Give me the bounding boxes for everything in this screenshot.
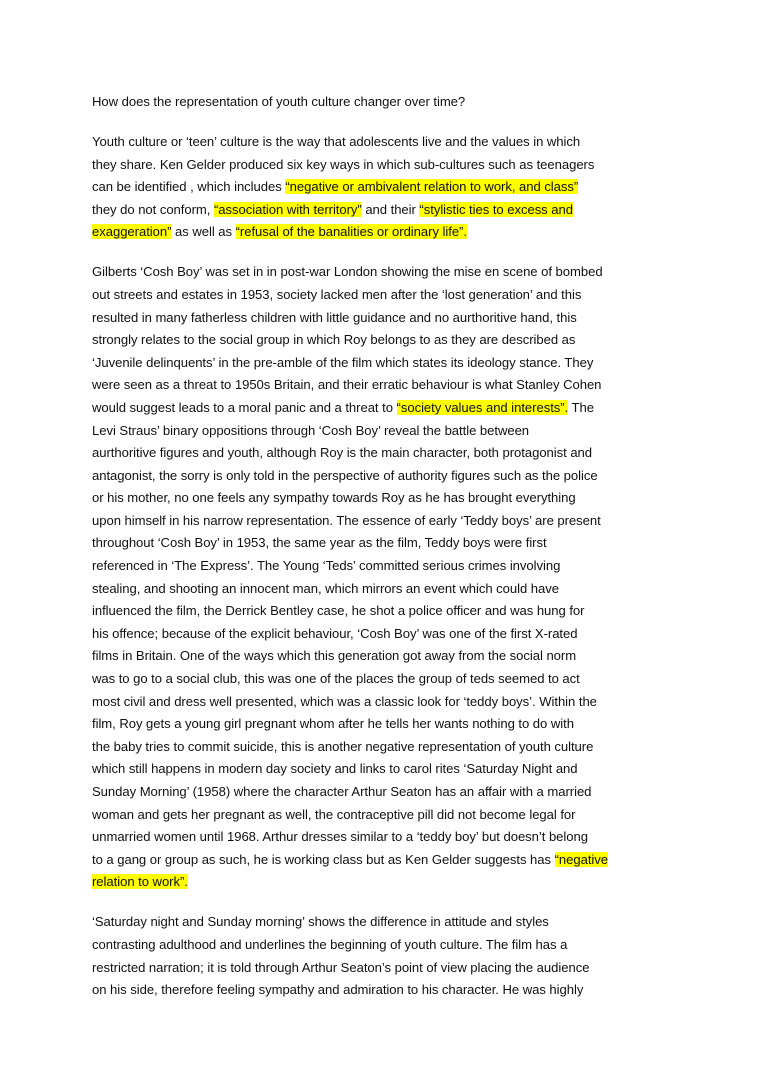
highlighted-quote: “society values and interests”. — [396, 399, 569, 415]
text-line — [92, 154, 692, 177]
text-line — [92, 176, 692, 199]
highlighted-quote: “negative — [554, 851, 609, 867]
text-line — [92, 91, 692, 114]
text-line — [92, 600, 692, 623]
text-segment: was to go to a social club, this was one of the places the group of teds seemed to act — [92, 671, 580, 687]
text-line — [92, 420, 692, 443]
text-segment: on his side, therefore feeling sympathy and admiration to his character. He was highly — [92, 982, 584, 998]
text-line — [92, 555, 692, 578]
text-segment: would suggest leads to a moral panic and a threat to — [92, 399, 397, 415]
text-line — [92, 352, 692, 375]
highlighted-quote: exaggeration” — [92, 224, 172, 240]
text-line — [92, 713, 692, 736]
text-segment: as well as — [171, 224, 236, 240]
text-segment: they do not conform, — [92, 201, 214, 217]
text-segment: restricted narration; it is told through Arthur Seaton’s point of view placing the audience — [92, 959, 590, 975]
text-segment: unmarried women until 1968. Arthur dresses similar to a ‘teddy boy’ but doesn’t belong — [92, 829, 588, 845]
text-line — [92, 826, 692, 849]
text-line — [92, 849, 692, 872]
text-segment: The — [568, 399, 594, 415]
text-line — [92, 131, 692, 154]
text-line — [92, 465, 692, 488]
text-line — [92, 691, 692, 714]
text-line — [92, 758, 692, 781]
text-line — [92, 397, 692, 420]
text-line — [92, 736, 692, 759]
text-line — [92, 329, 692, 352]
text-line — [92, 781, 692, 804]
text-segment: Sunday Morning’ (1958) where the character Arthur Seaton has an affair with a married — [92, 784, 592, 799]
text-line — [92, 623, 692, 646]
text-line — [92, 578, 692, 601]
paragraph — [92, 911, 692, 1001]
text-line — [92, 487, 692, 510]
document-page — [92, 91, 692, 1019]
text-segment: Youth culture or ‘teen’ culture is the way that adolescents live and the values in which — [92, 133, 581, 149]
paragraph — [92, 261, 692, 894]
text-segment: they share. Ken Gelder produced six key ways in which sub-cultures such as teenagers — [92, 156, 595, 172]
text-segment: films in Britain. One of the ways which this generation got away from the social norm — [92, 648, 577, 664]
text-segment: throughout ‘Cosh Boy’ in 1953, the same year as the film, Teddy boys were first — [92, 535, 547, 551]
paragraph — [92, 131, 692, 244]
text-segment: Gilberts ‘Cosh Boy’ was set in in post-war London showing the mise en scene of bombed — [92, 264, 603, 280]
text-segment: ‘Juvenile delinquents’ in the pre-amble of the film which states its ideology stance. They — [92, 354, 594, 370]
text-line — [92, 532, 692, 555]
text-segment: can be identified , which includes — [92, 179, 286, 195]
text-line — [92, 804, 692, 827]
highlighted-quote: “negative or ambivalent relation to work, and class” — [285, 179, 579, 195]
text-line — [92, 307, 692, 330]
text-line — [92, 261, 692, 284]
text-segment: or his mother, no one feels any sympathy towards Roy as he has brought everything — [92, 490, 576, 506]
text-line — [92, 957, 692, 980]
text-segment: upon himself in his narrow representation. The essence of early ‘Teddy boys’ are present — [92, 512, 601, 528]
text-segment: strongly relates to the social group in which Roy belongs to as they are described as — [92, 332, 576, 348]
text-segment: out streets and estates in 1953, society lacked men after the ‘lost generation’ and this — [92, 286, 582, 302]
text-segment: which still happens in modern day society and links to carol rites ‘Saturday Night and — [92, 761, 578, 777]
text-line — [92, 979, 692, 1002]
text-segment: ‘Saturday night and Sunday morning’ shows the difference in attitude and styles — [92, 914, 549, 930]
highlighted-quote: “association with territory” — [213, 201, 362, 217]
text-segment: resulted in many fatherless children with little guidance and no aurthoritive hand, this — [92, 309, 577, 325]
text-line — [92, 510, 692, 533]
text-segment: and their — [361, 201, 420, 217]
text-line — [92, 668, 692, 691]
text-segment: the baby tries to commit suicide, this is another negative representation of youth culture — [92, 738, 594, 754]
highlighted-quote: relation to work”. — [92, 874, 188, 890]
text-segment: to a gang or group as such, he is working class but as Ken Gelder suggests has — [92, 851, 555, 867]
text-line — [92, 645, 692, 668]
text-line — [92, 871, 692, 894]
text-line — [92, 221, 692, 244]
text-line — [92, 199, 692, 222]
text-line — [92, 911, 692, 934]
text-segment: contrasting adulthood and underlines the beginning of youth culture. The film has a — [92, 936, 568, 952]
text-segment: his offence; because of the explicit behaviour, ‘Cosh Boy’ was one of the first X-rated — [92, 625, 578, 641]
highlighted-quote: “refusal of the banalities or ordinary life”. — [235, 224, 467, 240]
text-line — [92, 284, 692, 307]
text-segment: most civil and dress well presented, which was a classic look for ‘teddy boys’. Within the — [92, 693, 597, 709]
text-segment: influenced the film, the Derrick Bentley case, he shot a police officer and was hung for — [92, 603, 585, 619]
text-segment: referenced in ‘The Express’. The Young ‘Teds’ committed serious crimes involving — [92, 558, 561, 574]
text-line — [92, 934, 692, 957]
text-line — [92, 374, 692, 397]
text-segment: Levi Straus’ binary oppositions through ‘Cosh Boy’ reveal the battle between — [92, 422, 530, 438]
text-segment: How does the representation of youth culture changer over time? — [92, 94, 466, 109]
text-segment: stealing, and shooting an innocent man, which mirrors an event which could have — [92, 580, 559, 596]
text-segment: were seen as a threat to 1950s Britain, and their erratic behaviour is what Stanley Cohen — [92, 377, 602, 393]
document-title — [92, 91, 692, 114]
text-line — [92, 442, 692, 465]
text-segment: antagonist, the sorry is only told in the perspective of authority figures such as the police — [92, 467, 598, 483]
text-segment: aurthoritive figures and youth, although Roy is the main character, both protagonist and — [92, 445, 593, 461]
highlighted-quote: “stylistic ties to excess and — [419, 201, 573, 217]
text-segment: woman and gets her pregnant as well, the contraceptive pill did not become legal for — [92, 806, 576, 822]
text-segment: film, Roy gets a young girl pregnant whom after he tells her wants nothing to do with — [92, 716, 574, 732]
